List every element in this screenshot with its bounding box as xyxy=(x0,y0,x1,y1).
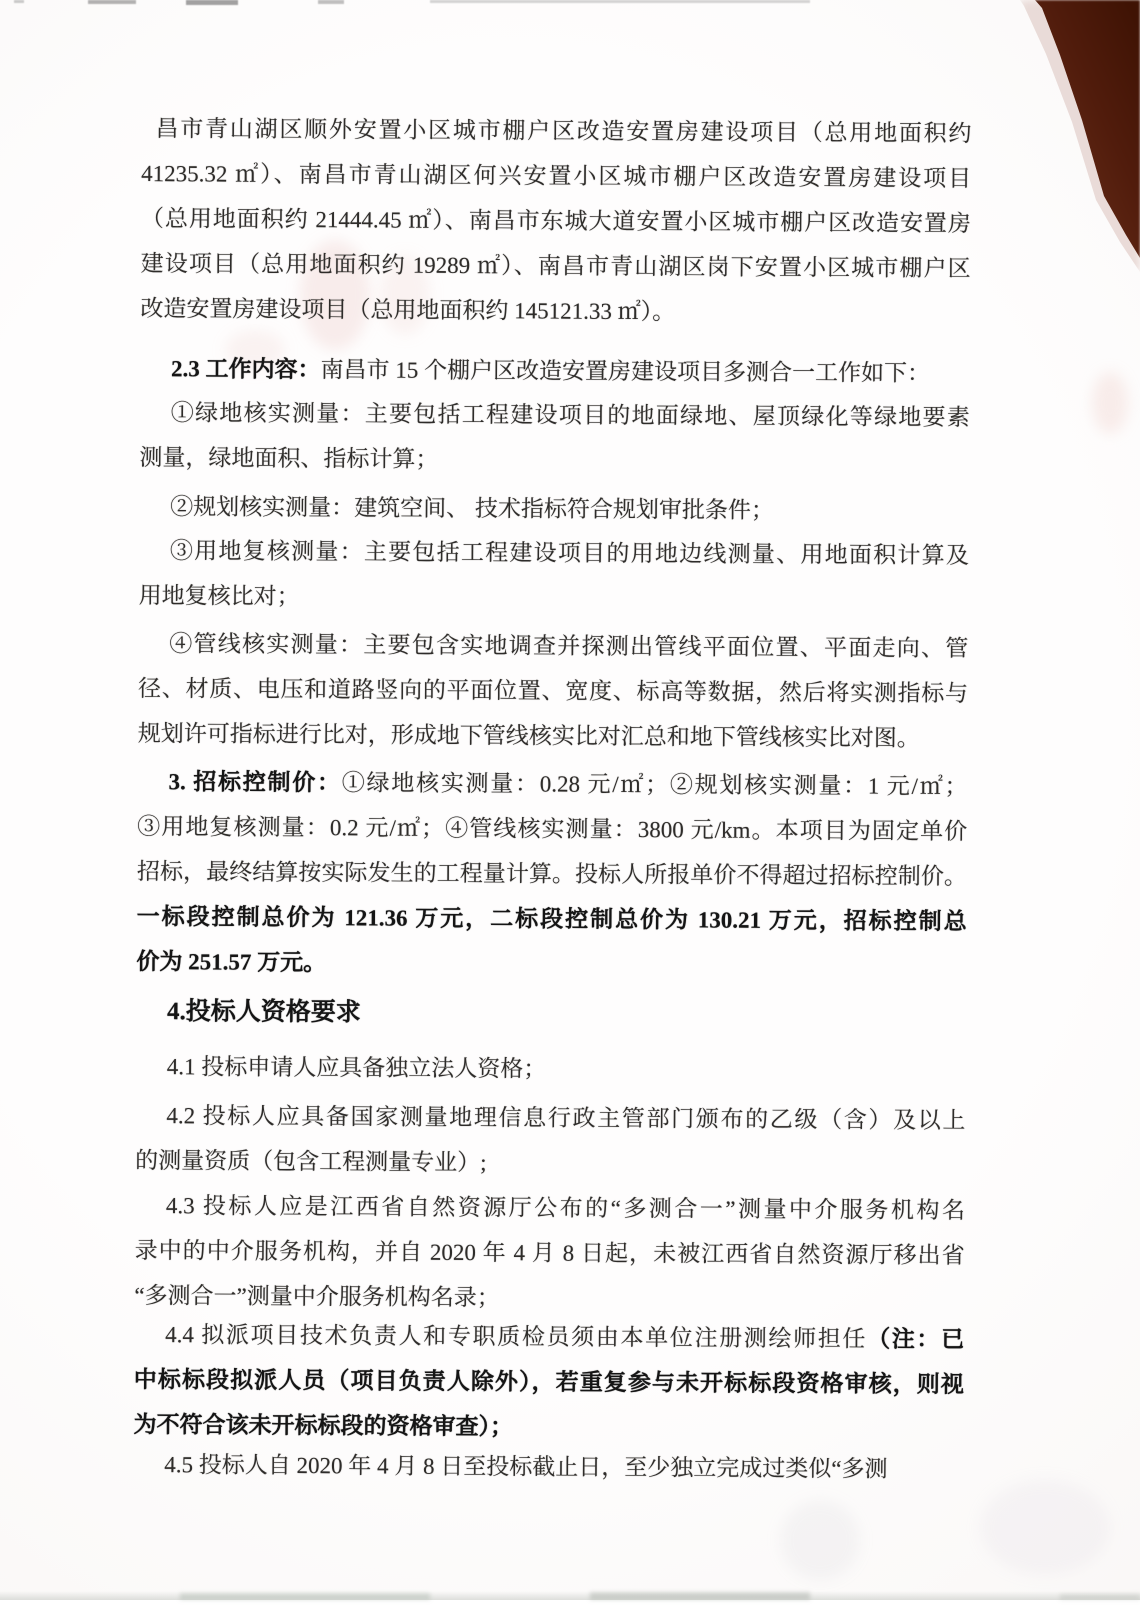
text-line xyxy=(137,849,967,899)
text-line xyxy=(134,1357,964,1407)
text-line xyxy=(141,196,971,246)
bold-text-run: 为不符合该未开标标段的资格审查）； xyxy=(133,1411,514,1440)
text-run: 4.1 投标申请人应具备独立法人资格； xyxy=(166,1054,547,1082)
text-run: ③用地复核测量：主要包括工程建设项目的用地边线测量、用地面积计算及 xyxy=(169,538,969,569)
para-item-4-pipeline-survey xyxy=(138,621,969,761)
scan-smudge xyxy=(980,1480,1110,1575)
text-line xyxy=(141,151,971,201)
text-run: 昌市青山湖区顺外安置小区城市棚户区改造安置房建设项目（总用地面积约 xyxy=(155,116,972,147)
text-line xyxy=(135,1183,965,1233)
text-run: 的测量资质（包含工程测量专业）; xyxy=(135,1147,487,1176)
para-2-3-work-content xyxy=(140,346,970,396)
bold-text-run: 价为 251.57 万元。 xyxy=(136,948,327,976)
text-line xyxy=(139,435,969,485)
text-run: 4.5 投标人自 2020 年 4 月 8 日至投标截止日，至少独立完成过类似“多测 xyxy=(164,1452,888,1482)
para-4-4-registered-surveyor xyxy=(133,1312,964,1452)
text-line xyxy=(139,484,969,534)
para-project-list-continued xyxy=(140,106,971,336)
para-4-5-similar-projects xyxy=(133,1442,963,1492)
text-line xyxy=(141,106,971,156)
text-run: 4.4 拟派项目技术负责人和专职质检员须由本单位注册测绘师担任 xyxy=(165,1322,868,1352)
text-run: 建设项目（总用地面积约 19289 ㎡）、南昌市青山湖区岗下安置小区城市棚户区 xyxy=(140,251,971,282)
bold-text-run: （注：已 xyxy=(867,1326,965,1353)
text-line xyxy=(141,241,971,291)
text-line xyxy=(137,759,967,809)
text-line xyxy=(140,286,970,336)
text-run: 南昌市 15 个棚户区改造安置房建设项目多测合一工作如下： xyxy=(320,357,931,386)
text-line xyxy=(138,711,968,761)
para-4-3-agency-directory xyxy=(134,1183,965,1323)
bold-text-run: 4.投标人资格要求 xyxy=(167,998,361,1027)
para-item-2-planning-survey xyxy=(139,484,969,534)
text-run: “多测合一”测量中介服务机构名录； xyxy=(134,1282,500,1311)
text-line xyxy=(139,528,969,578)
bold-text-run: 中标标段拟派人员（项目负责人除外），若重复参与未开标标段资格审核，则视 xyxy=(133,1366,964,1398)
text-line xyxy=(136,1044,966,1094)
text-line xyxy=(135,1138,965,1188)
text-run: 径、材质、电压和道路竖向的平面位置、宽度、标高等数据，然后将实测指标与 xyxy=(137,676,969,707)
text-run: 41235.32 ㎡）、南昌市青山湖区何兴安置小区城市棚户区改造安置房建设项目 xyxy=(141,161,972,192)
text-run: ④管线核实测量：主要包含实地调查并探测出管线平面位置、平面走向、管 xyxy=(169,631,969,662)
bold-text-run: 2.3 工作内容： xyxy=(170,356,321,383)
scan-artifact xyxy=(14,0,24,3)
text-line xyxy=(140,390,970,440)
para-3-bid-control-price xyxy=(136,759,967,989)
text-line xyxy=(135,1093,965,1143)
bold-text-run: 3. 招标控制价： xyxy=(168,769,342,796)
text-run: ①绿地核实测量：0.28 元/㎡；②规划核实测量：1 元/㎡； xyxy=(341,770,968,800)
bold-text-run: 一标段控制总价为 121.36 万元，二标段控制总价为 130.21 万元，招标控制总 xyxy=(136,903,967,935)
heading-4-bidder-qualifications xyxy=(136,989,966,1039)
para-4-2-qualification-grade xyxy=(135,1093,966,1188)
para-4-1-legal-person xyxy=(136,1044,966,1094)
text-line xyxy=(136,989,966,1039)
text-run: 招标，最终结算按实际发生的工程量计算。投标人所报单价不得超过招标控制价。 xyxy=(136,858,968,890)
text-run: 4.2 投标人应具备国家测量地理信息行政主管部门颁布的乙级（含）及以上 xyxy=(166,1103,966,1134)
text-run: 改造安置房建设项目（总用地面积约 145121.33 ㎡）。 xyxy=(140,296,676,325)
text-run: 录中的中介服务机构，并自 2020 年 4 月 8 日起，未被江西省自然资源厅移出省 xyxy=(134,1237,965,1269)
text-line xyxy=(137,894,967,944)
text-line xyxy=(136,939,966,989)
para-item-3-land-review-survey xyxy=(139,528,970,623)
text-run: ②规划核实测量：建筑空间、 技术指标符合规划审批条件； xyxy=(170,494,774,523)
text-line xyxy=(138,621,968,671)
text-run: ①绿地核实测量：主要包括工程建设项目的地面绿地、屋顶绿化等绿地要素 xyxy=(170,400,970,431)
text-run: ③用地复核测量：0.2 元/㎡；④管线核实测量：3800 元/km。本项目为固定单价 xyxy=(137,813,968,845)
document-content xyxy=(133,0,973,1605)
text-run: 测量，绿地面积、指标计算； xyxy=(139,445,439,472)
scan-smudge xyxy=(1092,372,1128,434)
text-run: 4.3 投标人应是江西省自然资源厅公布的“多测合一”测量中介服务机构名 xyxy=(165,1193,965,1224)
para-item-1-green-space-survey xyxy=(139,390,970,485)
scan-edge-artifact xyxy=(1060,1594,1140,1600)
text-line xyxy=(137,804,967,854)
text-line xyxy=(134,1228,964,1278)
text-run: 用地复核比对； xyxy=(138,583,300,609)
text-line xyxy=(138,666,968,716)
text-line xyxy=(133,1442,963,1492)
scan-artifact xyxy=(88,0,136,4)
text-run: （总用地面积约 21444.45 ㎡）、南昌市东城大道安置小区城市棚户区改造安置房 xyxy=(140,206,972,237)
text-line xyxy=(140,346,970,396)
text-line xyxy=(134,1312,964,1362)
text-run: 规划许可指标进行比对，形成地下管线核实比对汇总和地下管线核实比对图。 xyxy=(137,720,920,751)
text-line xyxy=(139,573,969,623)
